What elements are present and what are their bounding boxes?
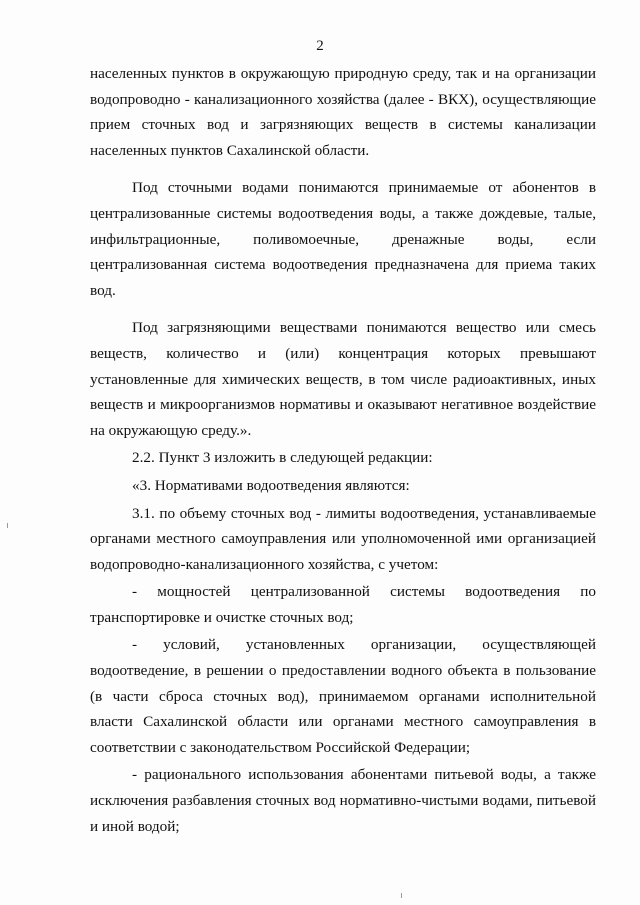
paragraph-continuation: населенных пунктов в окружающую природную среду, так и на организации водопроводно - канализационного хозяйства (далее - ВКХ), осуществляющие прием сточных вод и загрязняющих веществ в системы канализации населенных пунктов Сахалинской области. <box>90 65 596 159</box>
list-item-capacity: - мощностей централизованной системы водоотведения по транспортировке и очистке сточных вод; <box>90 583 596 626</box>
page-number: 2 <box>316 38 324 54</box>
paragraph-item-2-2: 2.2. Пункт 3 изложить в следующей редакции: <box>132 449 433 467</box>
paragraph-item-3: «3. Нормативами водоотведения являются: <box>132 476 410 494</box>
list-item-rational-use: - рационального использования абонентами питьевой воды, а также исключения разбавления сточных вод нормативно-чистыми водами, питьевой и иной водой; <box>90 766 596 835</box>
paragraph-item-3-1: 3.1. по объему сточных вод - лимиты водоотведения, устанавливаемые органами местного самоуправления или уполномоченной ими организацией водопроводно-канализационного хозяйства, с учетом: <box>90 504 596 573</box>
scan-artifact <box>7 523 8 528</box>
scan-artifact <box>401 893 402 898</box>
paragraph-wastewater-definition: Под сточными водами понимаются принимаемые от абонентов в централизованные системы водоотведения воды, а также дождевые, талые, инфильтрационные, поливомоечные, дренажные воды, если централизованная система водоотведения предназначена для приема таких вод. <box>90 179 596 299</box>
paragraph-pollutants-definition: Под загрязняющими веществами понимаются вещество или смесь веществ, количество и (или) концентрация которых превышают установленные для химических веществ, в том числе радиоактивных, иных веществ и микроорганизмов нормативы и оказывают негативное воздействие на окружающую среду.». <box>90 319 596 439</box>
document-body <box>90 61 596 839</box>
list-item-conditions: - условий, установленных организации, осуществляющей водоотведение, в решении о предоставлении водного объекта в пользование (в части сброса сточных вод), принимаемом органами исполнительной власти Сахалинской области или органами местного самоуправления в соответствии с законодательством Российской Федерации; <box>90 636 596 756</box>
